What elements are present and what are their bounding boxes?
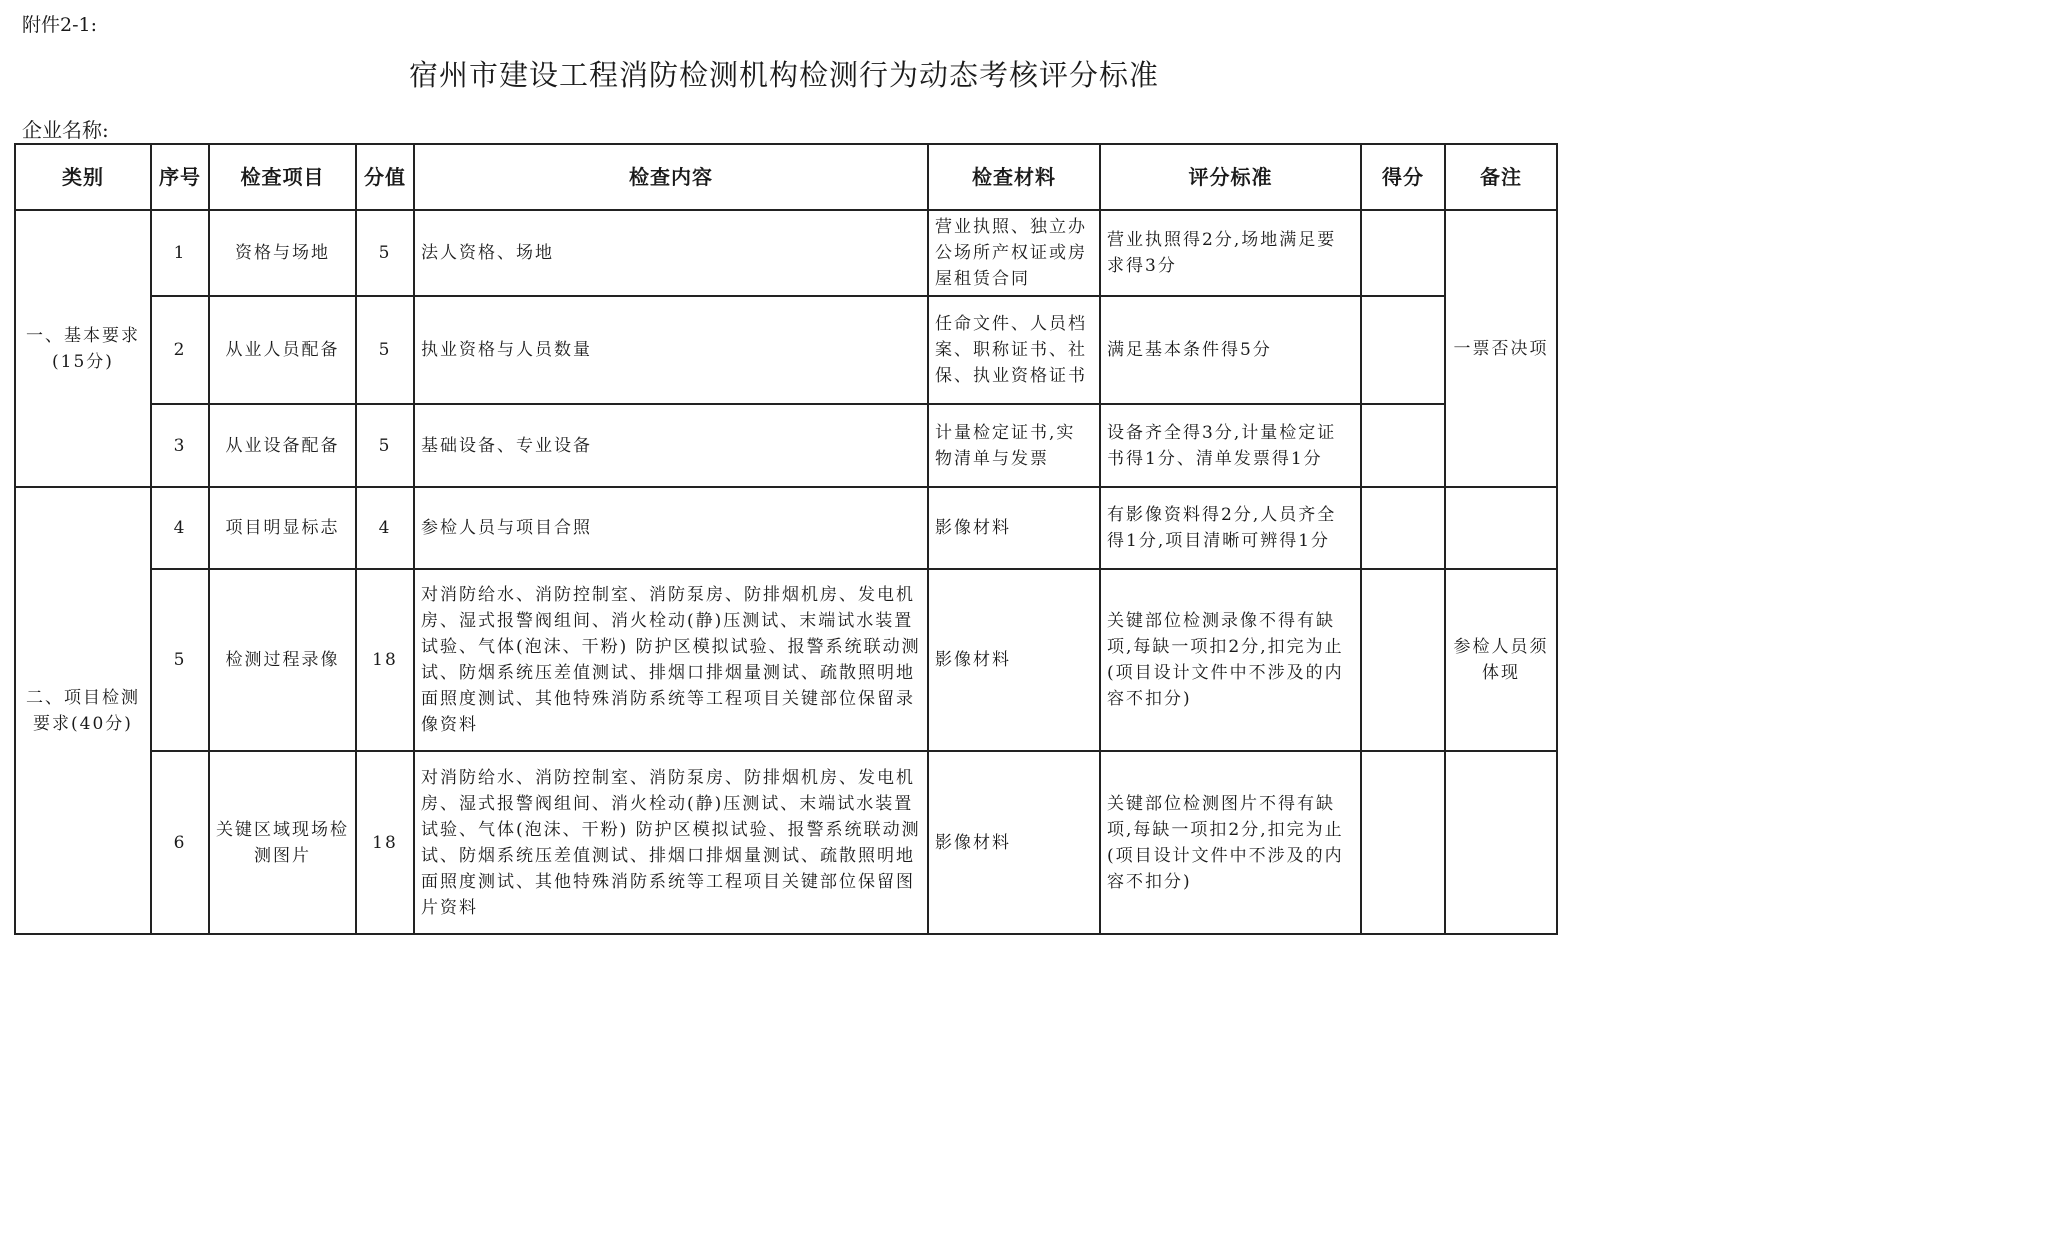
points-cell — [1361, 751, 1445, 934]
table-row — [15, 210, 1557, 296]
scoring-criteria: 有影像资料得2分,人员齐全得1分,项目清晰可辨得1分 — [1100, 487, 1361, 569]
check-item: 从业设备配备 — [209, 404, 356, 487]
category-cell: 一、基本要求(15分) — [15, 210, 151, 487]
check-content: 法人资格、场地 — [414, 210, 928, 296]
header-scoring-criteria: 评分标准 — [1100, 144, 1361, 210]
check-content: 对消防给水、消防控制室、消防泵房、防排烟机房、发电机房、湿式报警阀组间、消火栓动(静)压测试、末端试水装置试验、气体(泡沫、干粉) 防护区模拟试验、报警系统联动测试、防烟系统压差值测试、排烟口排烟量测试、疏散照明地面照度测试、其他特殊消防系统等工程项目关键部位保留录像资料 — [414, 569, 928, 751]
header-check-item: 检查项目 — [209, 144, 356, 210]
check-materials: 影像材料 — [928, 751, 1100, 934]
remark-cell — [1445, 751, 1557, 934]
table-row — [15, 404, 1557, 487]
score-value: 5 — [356, 404, 414, 487]
scoring-criteria: 关键部位检测图片不得有缺项,每缺一项扣2分,扣完为止(项目设计文件中不涉及的内容不扣分) — [1100, 751, 1361, 934]
check-materials: 影像材料 — [928, 569, 1100, 751]
score-value: 4 — [356, 487, 414, 569]
remark-cell: 一票否决项 — [1445, 210, 1557, 487]
check-item: 关键区域现场检测图片 — [209, 751, 356, 934]
header-category: 类别 — [15, 144, 151, 210]
table-row — [15, 487, 1557, 569]
check-materials: 任命文件、人员档案、职称证书、社保、执业资格证书 — [928, 296, 1100, 404]
check-content: 执业资格与人员数量 — [414, 296, 928, 404]
annex-label: 附件2-1: — [22, 14, 97, 36]
table-row — [15, 569, 1557, 751]
row-number: 4 — [151, 487, 209, 569]
table-row — [15, 296, 1557, 404]
points-cell — [1361, 296, 1445, 404]
scoring-criteria: 满足基本条件得5分 — [1100, 296, 1361, 404]
header-score: 分值 — [356, 144, 414, 210]
points-cell — [1361, 210, 1445, 296]
header-remarks: 备注 — [1445, 144, 1557, 210]
check-content: 对消防给水、消防控制室、消防泵房、防排烟机房、发电机房、湿式报警阀组间、消火栓动(静)压测试、末端试水装置试验、气体(泡沫、干粉) 防护区模拟试验、报警系统联动测试、防烟系统压差值测试、排烟口排烟量测试、疏散照明地面照度测试、其他特殊消防系统等工程项目关键部位保留图片资料 — [414, 751, 928, 934]
scoring-criteria: 营业执照得2分,场地满足要求得3分 — [1100, 210, 1361, 296]
check-item: 检测过程录像 — [209, 569, 356, 751]
header-points: 得分 — [1361, 144, 1445, 210]
points-cell — [1361, 404, 1445, 487]
score-value: 5 — [356, 210, 414, 296]
company-name-label: 企业名称: — [22, 118, 109, 142]
scoring-table — [14, 143, 1558, 935]
check-item: 项目明显标志 — [209, 487, 356, 569]
check-item: 资格与场地 — [209, 210, 356, 296]
row-number: 1 — [151, 210, 209, 296]
scoring-criteria: 关键部位检测录像不得有缺项,每缺一项扣2分,扣完为止(项目设计文件中不涉及的内容不扣分) — [1100, 569, 1361, 751]
category-cell: 二、项目检测要求(40分) — [15, 487, 151, 934]
check-materials: 计量检定证书,实物清单与发票 — [928, 404, 1100, 487]
points-cell — [1361, 569, 1445, 751]
remark-cell — [1445, 487, 1557, 569]
check-content: 参检人员与项目合照 — [414, 487, 928, 569]
header-number: 序号 — [151, 144, 209, 210]
document-title: 宿州市建设工程消防检测机构检测行为动态考核评分标准 — [408, 58, 1159, 92]
row-number: 5 — [151, 569, 209, 751]
table-row — [15, 751, 1557, 934]
header-check-materials: 检查材料 — [928, 144, 1100, 210]
remark-cell: 参检人员须体现 — [1445, 569, 1557, 751]
row-number: 6 — [151, 751, 209, 934]
score-value: 18 — [356, 751, 414, 934]
check-materials: 影像材料 — [928, 487, 1100, 569]
header-check-content: 检查内容 — [414, 144, 928, 210]
check-content: 基础设备、专业设备 — [414, 404, 928, 487]
score-value: 18 — [356, 569, 414, 751]
row-number: 3 — [151, 404, 209, 487]
check-item: 从业人员配备 — [209, 296, 356, 404]
score-value: 5 — [356, 296, 414, 404]
row-number: 2 — [151, 296, 209, 404]
scoring-criteria: 设备齐全得3分,计量检定证书得1分、清单发票得1分 — [1100, 404, 1361, 487]
check-materials: 营业执照、独立办公场所产权证或房屋租赁合同 — [928, 210, 1100, 296]
points-cell — [1361, 487, 1445, 569]
table-header-row — [15, 144, 1557, 210]
